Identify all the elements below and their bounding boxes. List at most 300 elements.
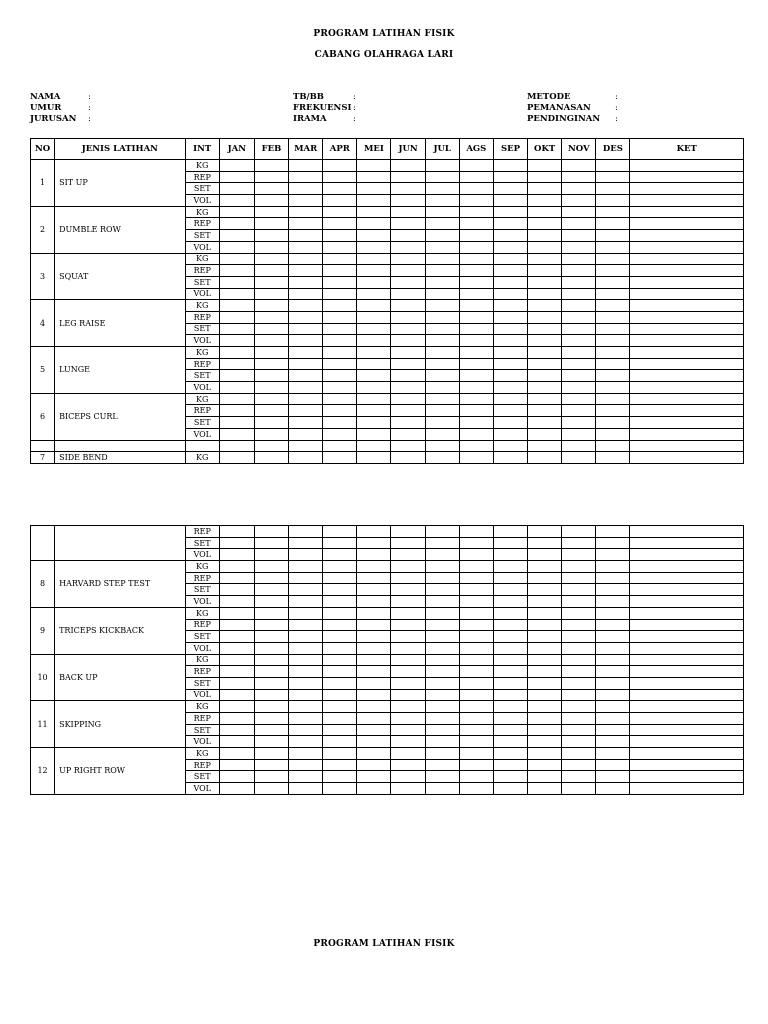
data-cell[interactable] [493,183,527,195]
data-cell[interactable] [630,160,744,172]
data-cell[interactable] [323,607,357,619]
data-cell[interactable] [562,358,596,370]
data-cell[interactable] [425,666,459,678]
data-cell[interactable] [425,596,459,608]
data-cell[interactable] [493,677,527,689]
data-cell[interactable] [528,440,562,452]
data-cell[interactable] [562,417,596,429]
data-cell[interactable] [289,253,323,265]
data-cell[interactable] [219,440,254,452]
data-cell[interactable] [289,323,323,335]
data-cell[interactable] [323,183,357,195]
data-cell[interactable] [323,631,357,643]
data-cell[interactable] [630,572,744,584]
data-cell[interactable] [630,724,744,736]
data-cell[interactable] [357,195,391,207]
data-cell[interactable] [630,405,744,417]
data-cell[interactable] [459,195,493,207]
data-cell[interactable] [357,724,391,736]
data-cell[interactable] [459,276,493,288]
data-cell[interactable] [562,607,596,619]
data-cell[interactable] [357,584,391,596]
data-cell[interactable] [562,405,596,417]
data-cell[interactable] [323,265,357,277]
data-cell[interactable] [459,382,493,394]
data-cell[interactable] [289,619,323,631]
data-cell[interactable] [219,561,254,573]
data-cell[interactable] [596,323,630,335]
data-cell[interactable] [219,713,254,725]
data-cell[interactable] [254,393,288,405]
data-cell[interactable] [425,452,459,464]
data-cell[interactable] [528,549,562,561]
data-cell[interactable] [254,183,288,195]
data-cell[interactable] [219,370,254,382]
data-cell[interactable] [357,335,391,347]
data-cell[interactable] [630,417,744,429]
data-cell[interactable] [357,417,391,429]
data-cell[interactable] [289,405,323,417]
data-cell[interactable] [323,572,357,584]
data-cell[interactable] [289,701,323,713]
data-cell[interactable] [425,689,459,701]
data-cell[interactable] [459,736,493,748]
data-cell[interactable] [630,783,744,795]
data-cell[interactable] [459,537,493,549]
data-cell[interactable] [562,160,596,172]
data-cell[interactable] [596,335,630,347]
data-cell[interactable] [289,607,323,619]
data-cell[interactable] [323,428,357,440]
data-cell[interactable] [459,265,493,277]
data-cell[interactable] [254,358,288,370]
data-cell[interactable] [425,724,459,736]
data-cell[interactable] [459,428,493,440]
data-cell[interactable] [289,335,323,347]
data-cell[interactable] [459,701,493,713]
data-cell[interactable] [528,405,562,417]
data-cell[interactable] [528,596,562,608]
data-cell[interactable] [528,619,562,631]
data-cell[interactable] [596,230,630,242]
data-cell[interactable] [357,666,391,678]
data-cell[interactable] [459,642,493,654]
data-cell[interactable] [289,759,323,771]
data-cell[interactable] [289,440,323,452]
data-cell[interactable] [254,596,288,608]
data-cell[interactable] [254,677,288,689]
data-cell[interactable] [630,241,744,253]
data-cell[interactable] [357,405,391,417]
data-cell[interactable] [391,724,425,736]
data-cell[interactable] [289,537,323,549]
data-cell[interactable] [596,783,630,795]
data-cell[interactable] [254,642,288,654]
data-cell[interactable] [562,537,596,549]
data-cell[interactable] [254,265,288,277]
data-cell[interactable] [528,417,562,429]
data-cell[interactable] [528,689,562,701]
data-cell[interactable] [219,666,254,678]
data-cell[interactable] [596,654,630,666]
data-cell[interactable] [289,689,323,701]
data-cell[interactable] [562,689,596,701]
data-cell[interactable] [630,300,744,312]
data-cell[interactable] [219,382,254,394]
data-cell[interactable] [493,701,527,713]
data-cell[interactable] [596,300,630,312]
data-cell[interactable] [323,358,357,370]
data-cell[interactable] [562,783,596,795]
data-cell[interactable] [289,218,323,230]
data-cell[interactable] [289,300,323,312]
data-cell[interactable] [493,607,527,619]
data-cell[interactable] [323,323,357,335]
data-cell[interactable] [596,195,630,207]
data-cell[interactable] [562,323,596,335]
data-cell[interactable] [459,689,493,701]
data-cell[interactable] [596,771,630,783]
data-cell[interactable] [254,689,288,701]
data-cell[interactable] [357,241,391,253]
data-cell[interactable] [425,428,459,440]
data-cell[interactable] [425,654,459,666]
data-cell[interactable] [219,736,254,748]
data-cell[interactable] [425,549,459,561]
data-cell[interactable] [562,561,596,573]
data-cell[interactable] [289,642,323,654]
data-cell[interactable] [630,631,744,643]
data-cell[interactable] [219,160,254,172]
data-cell[interactable] [459,417,493,429]
data-cell[interactable] [425,677,459,689]
data-cell[interactable] [528,736,562,748]
data-cell[interactable] [562,654,596,666]
data-cell[interactable] [562,572,596,584]
data-cell[interactable] [391,183,425,195]
data-cell[interactable] [219,607,254,619]
data-cell[interactable] [323,288,357,300]
data-cell[interactable] [459,323,493,335]
data-cell[interactable] [391,230,425,242]
data-cell[interactable] [493,771,527,783]
data-cell[interactable] [459,724,493,736]
data-cell[interactable] [459,619,493,631]
data-cell[interactable] [528,288,562,300]
data-cell[interactable] [323,405,357,417]
data-cell[interactable] [219,195,254,207]
data-cell[interactable] [562,677,596,689]
data-cell[interactable] [493,452,527,464]
data-cell[interactable] [630,561,744,573]
data-cell[interactable] [254,206,288,218]
data-cell[interactable] [562,382,596,394]
data-cell[interactable] [562,724,596,736]
data-cell[interactable] [528,771,562,783]
data-cell[interactable] [289,713,323,725]
data-cell[interactable] [323,596,357,608]
data-cell[interactable] [254,218,288,230]
data-cell[interactable] [254,701,288,713]
data-cell[interactable] [357,549,391,561]
data-cell[interactable] [357,771,391,783]
data-cell[interactable] [254,253,288,265]
data-cell[interactable] [357,452,391,464]
data-cell[interactable] [596,724,630,736]
data-cell[interactable] [219,218,254,230]
data-cell[interactable] [289,288,323,300]
data-cell[interactable] [528,206,562,218]
data-cell[interactable] [596,358,630,370]
data-cell[interactable] [254,276,288,288]
data-cell[interactable] [219,724,254,736]
data-cell[interactable] [357,160,391,172]
data-cell[interactable] [357,183,391,195]
data-cell[interactable] [528,370,562,382]
data-cell[interactable] [528,218,562,230]
data-cell[interactable] [254,428,288,440]
data-cell[interactable] [596,382,630,394]
data-cell[interactable] [391,537,425,549]
data-cell[interactable] [254,195,288,207]
data-cell[interactable] [562,666,596,678]
data-cell[interactable] [425,230,459,242]
data-cell[interactable] [219,335,254,347]
data-cell[interactable] [528,311,562,323]
data-cell[interactable] [528,748,562,760]
data-cell[interactable] [425,619,459,631]
data-cell[interactable] [289,183,323,195]
data-cell[interactable] [357,265,391,277]
data-cell[interactable] [391,631,425,643]
data-cell[interactable] [219,417,254,429]
data-cell[interactable] [323,561,357,573]
data-cell[interactable] [459,171,493,183]
data-cell[interactable] [459,206,493,218]
data-cell[interactable] [562,526,596,538]
data-cell[interactable] [357,713,391,725]
data-cell[interactable] [323,300,357,312]
data-cell[interactable] [528,452,562,464]
data-cell[interactable] [323,393,357,405]
data-cell[interactable] [425,584,459,596]
data-cell[interactable] [219,596,254,608]
data-cell[interactable] [425,311,459,323]
data-cell[interactable] [219,241,254,253]
data-cell[interactable] [630,619,744,631]
data-cell[interactable] [630,311,744,323]
data-cell[interactable] [493,561,527,573]
data-cell[interactable] [323,253,357,265]
data-cell[interactable] [219,323,254,335]
data-cell[interactable] [596,549,630,561]
data-cell[interactable] [493,713,527,725]
data-cell[interactable] [596,572,630,584]
data-cell[interactable] [219,526,254,538]
data-cell[interactable] [357,607,391,619]
data-cell[interactable] [289,526,323,538]
data-cell[interactable] [289,428,323,440]
data-cell[interactable] [391,677,425,689]
data-cell[interactable] [391,323,425,335]
data-cell[interactable] [219,311,254,323]
data-cell[interactable] [459,183,493,195]
data-cell[interactable] [630,195,744,207]
data-cell[interactable] [219,428,254,440]
data-cell[interactable] [425,276,459,288]
data-cell[interactable] [493,736,527,748]
data-cell[interactable] [391,584,425,596]
data-cell[interactable] [459,549,493,561]
data-cell[interactable] [528,783,562,795]
data-cell[interactable] [425,160,459,172]
data-cell[interactable] [596,642,630,654]
data-cell[interactable] [459,666,493,678]
data-cell[interactable] [425,171,459,183]
data-cell[interactable] [323,452,357,464]
data-cell[interactable] [528,642,562,654]
data-cell[interactable] [528,160,562,172]
data-cell[interactable] [425,701,459,713]
data-cell[interactable] [596,405,630,417]
data-cell[interactable] [254,382,288,394]
data-cell[interactable] [493,358,527,370]
data-cell[interactable] [323,677,357,689]
data-cell[interactable] [630,183,744,195]
data-cell[interactable] [562,253,596,265]
data-cell[interactable] [219,642,254,654]
data-cell[interactable] [425,183,459,195]
data-cell[interactable] [493,335,527,347]
data-cell[interactable] [254,160,288,172]
data-cell[interactable] [596,736,630,748]
data-cell[interactable] [323,713,357,725]
data-cell[interactable] [493,584,527,596]
data-cell[interactable] [357,677,391,689]
data-cell[interactable] [219,393,254,405]
data-cell[interactable] [357,428,391,440]
data-cell[interactable] [254,783,288,795]
data-cell[interactable] [528,347,562,359]
data-cell[interactable] [425,736,459,748]
data-cell[interactable] [289,382,323,394]
data-cell[interactable] [493,440,527,452]
data-cell[interactable] [357,631,391,643]
data-cell[interactable] [254,584,288,596]
data-cell[interactable] [323,666,357,678]
data-cell[interactable] [391,288,425,300]
data-cell[interactable] [630,549,744,561]
data-cell[interactable] [630,666,744,678]
data-cell[interactable] [391,428,425,440]
data-cell[interactable] [528,713,562,725]
data-cell[interactable] [425,323,459,335]
data-cell[interactable] [425,405,459,417]
data-cell[interactable] [254,335,288,347]
data-cell[interactable] [493,160,527,172]
data-cell[interactable] [493,253,527,265]
data-cell[interactable] [323,724,357,736]
data-cell[interactable] [357,642,391,654]
data-cell[interactable] [459,572,493,584]
data-cell[interactable] [391,206,425,218]
data-cell[interactable] [425,370,459,382]
data-cell[interactable] [493,323,527,335]
data-cell[interactable] [357,347,391,359]
data-cell[interactable] [219,206,254,218]
data-cell[interactable] [357,748,391,760]
data-cell[interactable] [289,748,323,760]
data-cell[interactable] [562,347,596,359]
data-cell[interactable] [289,452,323,464]
data-cell[interactable] [357,654,391,666]
data-cell[interactable] [459,561,493,573]
data-cell[interactable] [596,619,630,631]
data-cell[interactable] [289,572,323,584]
data-cell[interactable] [459,300,493,312]
data-cell[interactable] [357,300,391,312]
data-cell[interactable] [219,619,254,631]
data-cell[interactable] [391,347,425,359]
data-cell[interactable] [219,265,254,277]
data-cell[interactable] [254,440,288,452]
data-cell[interactable] [323,230,357,242]
data-cell[interactable] [357,311,391,323]
data-cell[interactable] [493,195,527,207]
data-cell[interactable] [528,654,562,666]
data-cell[interactable] [493,276,527,288]
data-cell[interactable] [528,253,562,265]
data-cell[interactable] [562,265,596,277]
data-cell[interactable] [391,370,425,382]
data-cell[interactable] [630,607,744,619]
data-cell[interactable] [254,572,288,584]
data-cell[interactable] [289,195,323,207]
data-cell[interactable] [254,323,288,335]
data-cell[interactable] [459,631,493,643]
data-cell[interactable] [391,642,425,654]
data-cell[interactable] [562,276,596,288]
data-cell[interactable] [254,666,288,678]
data-cell[interactable] [254,736,288,748]
data-cell[interactable] [493,748,527,760]
data-cell[interactable] [219,300,254,312]
data-cell[interactable] [562,370,596,382]
data-cell[interactable] [630,689,744,701]
data-cell[interactable] [596,584,630,596]
data-cell[interactable] [528,195,562,207]
data-cell[interactable] [219,748,254,760]
data-cell[interactable] [219,171,254,183]
data-cell[interactable] [391,759,425,771]
data-cell[interactable] [596,218,630,230]
data-cell[interactable] [357,393,391,405]
data-cell[interactable] [219,537,254,549]
data-cell[interactable] [323,748,357,760]
data-cell[interactable] [493,265,527,277]
data-cell[interactable] [254,417,288,429]
data-cell[interactable] [528,607,562,619]
data-cell[interactable] [425,771,459,783]
data-cell[interactable] [528,323,562,335]
data-cell[interactable] [357,382,391,394]
data-cell[interactable] [630,288,744,300]
data-cell[interactable] [630,440,744,452]
data-cell[interactable] [289,783,323,795]
data-cell[interactable] [357,572,391,584]
data-cell[interactable] [459,677,493,689]
data-cell[interactable] [493,393,527,405]
